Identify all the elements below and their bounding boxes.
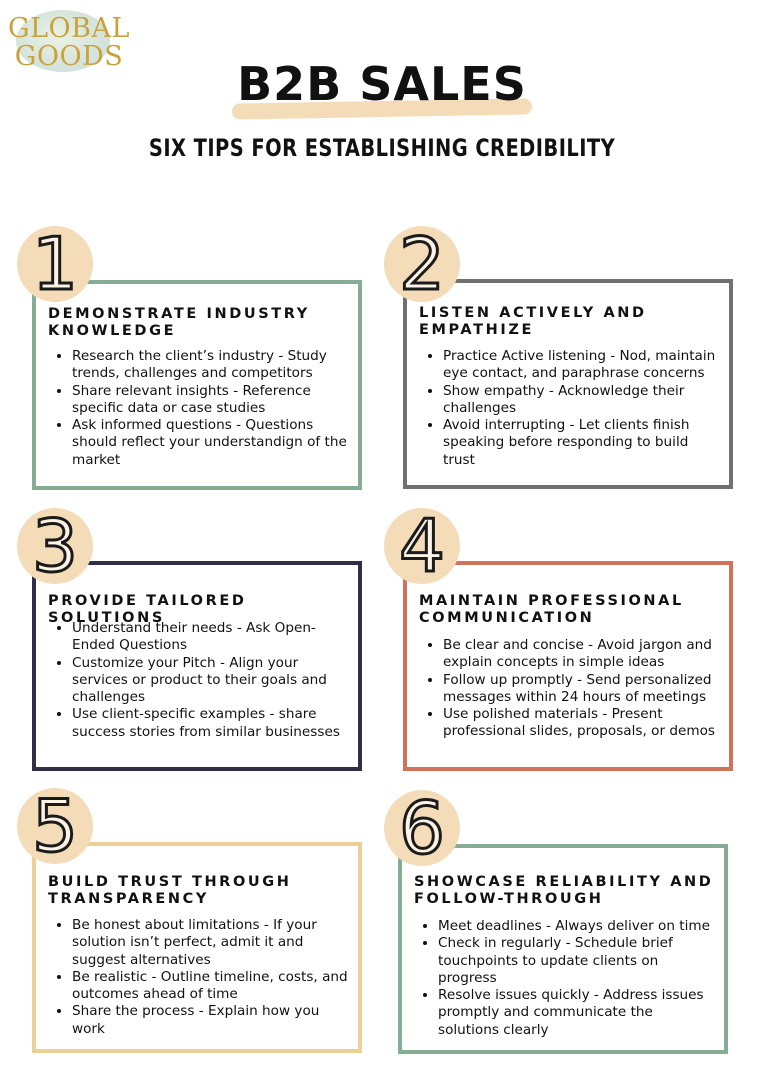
tip-bullet: • Show empathy - Acknowledge their challenges	[443, 383, 721, 418]
tip-bullet-list	[48, 917, 350, 1038]
tip-number-badge-2	[384, 222, 460, 306]
tip-card-2	[403, 279, 733, 489]
tip-bullet: • Use polished materials - Present professional slides, proposals, or demos	[443, 706, 721, 741]
tip-number: 1	[32, 222, 78, 306]
tip-bullet: • Practice Active listening - Nod, maintain eye contact, and paraphrase concerns	[443, 348, 721, 383]
tip-title: MAINTAIN PROFESSIONAL COMMUNICATION	[419, 593, 684, 626]
tip-bullet: • Meet deadlines - Always deliver on time	[438, 918, 716, 935]
tip-number-badge-1	[17, 222, 93, 306]
tip-number: 2	[399, 222, 445, 306]
tip-card-1	[32, 280, 362, 490]
page-subtitle: SIX TIPS FOR ESTABLISHING CREDIBILITY	[148, 134, 616, 162]
tip-bullet: • Be honest about limitations - If your solution isn’t perfect, admit it and suggest alternatives	[72, 917, 350, 969]
tip-bullet: • Be realistic - Outline timeline, costs, and outcomes ahead of time	[72, 969, 350, 1004]
tip-bullet-list	[419, 348, 721, 469]
brand-line-1: GLOBAL	[8, 13, 130, 44]
tip-title: BUILD TRUST THROUGH TRANSPARENCY	[48, 874, 292, 907]
tip-bullet: • Check in regularly - Schedule brief touchpoints to update clients on progress	[438, 935, 716, 987]
tip-bullet: • Share relevant insights - Reference specific data or case studies	[72, 383, 350, 418]
tip-title: LISTEN ACTIVELY AND EMPATHIZE	[419, 305, 647, 338]
tip-number-badge-4	[384, 504, 460, 588]
tip-bullet-list	[48, 348, 350, 469]
tip-card-4	[403, 561, 733, 771]
tip-title: DEMONSTRATE INDUSTRY KNOWLEDGE	[48, 306, 310, 339]
tip-title: PROVIDE TAILORED SOLUTIONS	[48, 593, 247, 626]
tip-number: 3	[32, 504, 78, 588]
tip-bullet: • Share the process - Explain how you work	[72, 1003, 350, 1038]
tip-bullet: • Use client-specific examples - share success stories from similar businesses	[72, 706, 350, 741]
brand-line-2: GOODS	[14, 41, 124, 72]
tip-card-3	[32, 561, 362, 771]
tip-bullet: • Understand their needs - Ask Open-Ended Questions	[72, 620, 350, 655]
tip-bullet: • Ask informed questions - Questions should reflect your understandign of the market	[72, 417, 350, 469]
tip-card-6	[398, 844, 728, 1054]
tip-number-badge-5	[17, 784, 93, 868]
tip-number: 6	[399, 786, 445, 870]
tip-number: 5	[32, 784, 78, 868]
tip-bullet: • Avoid interrupting - Let clients finish speaking before responding to build trust	[443, 417, 721, 469]
tip-bullet: • Customize your Pitch - Align your services or product to their goals and challenges	[72, 655, 350, 707]
tip-bullet: • Be clear and concise - Avoid jargon and explain concepts in simple ideas	[443, 637, 721, 672]
tip-title: SHOWCASE RELIABILITY AND FOLLOW-THROUGH	[414, 874, 714, 907]
tip-card-5	[32, 842, 362, 1053]
header	[0, 56, 764, 112]
tip-bullet: • Resolve issues quickly - Address issues promptly and communicate the solutions clearly	[438, 987, 716, 1039]
tip-bullet: • Follow up promptly - Send personalized messages within 24 hours of meetings	[443, 672, 721, 707]
tip-bullet-list	[419, 637, 721, 741]
tip-number-badge-6	[384, 786, 460, 870]
page-title: B2B SALES	[237, 57, 527, 111]
tip-bullet-list	[414, 918, 716, 1039]
tip-number: 4	[399, 504, 445, 588]
tip-bullet: • Research the client’s industry - Study trends, challenges and competitors	[72, 348, 350, 383]
tip-number-badge-3	[17, 504, 93, 588]
tip-bullet-list	[48, 620, 350, 741]
